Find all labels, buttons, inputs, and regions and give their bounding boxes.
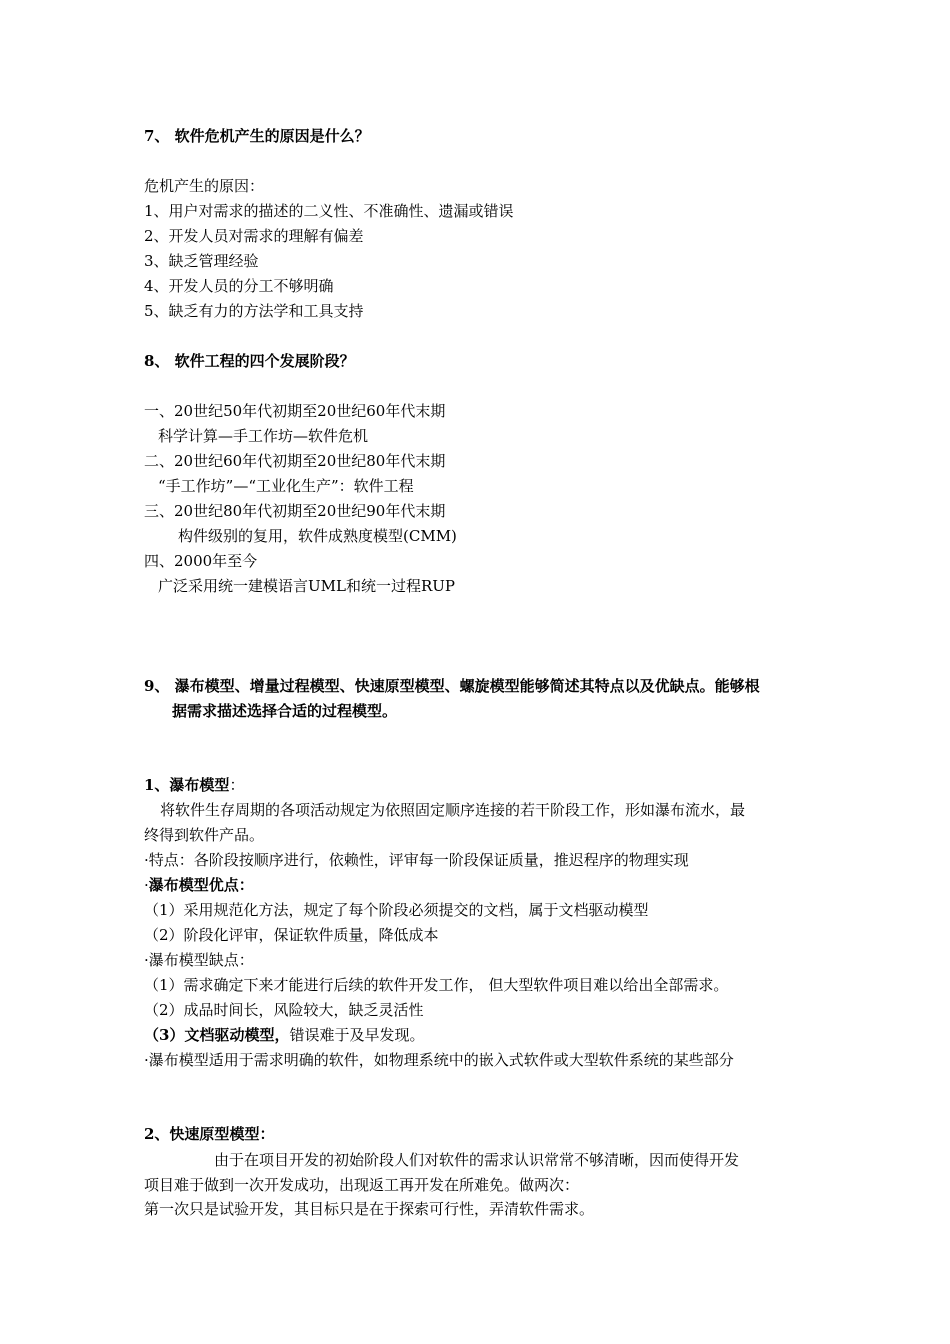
waterfall-title-text: 1、瀑布模型: [144, 776, 230, 794]
q7-item-3: 3、缺乏管理经验: [144, 252, 259, 270]
q8-stage-1-desc: 科学计算—手工作坊—软件危机: [158, 427, 369, 445]
q8-stage-2-period: 二、20世纪60年代初期至20世纪80年代末期: [144, 452, 446, 470]
waterfall-title: [144, 775, 244, 795]
waterfall-features: ·特点：各阶段按顺序进行，依赖性，评审每一阶段保证质量，推迟程序的物理实现: [144, 851, 689, 869]
waterfall-con-3-bold: （3）文档驱动模型，: [144, 1026, 290, 1044]
waterfall-con-3: [144, 1025, 424, 1045]
q8-stage-3-period: 三、20世纪80年代初期至20世纪90年代末期: [144, 502, 446, 520]
prototype-desc-line1: 由于在项目开发的初始阶段人们对软件的需求认识常常不够清晰，因而使得开发: [214, 1151, 740, 1169]
waterfall-pros-title: [144, 875, 254, 895]
q9-heading-line2: 据需求描述选择合适的过程模型。: [172, 702, 398, 720]
q7-heading: 7、 软件危机产生的原因是什么？: [144, 127, 370, 145]
waterfall-cons-title: ·瀑布模型缺点：: [144, 951, 254, 969]
q7-item-2: 2、开发人员对需求的理解有偏差: [144, 227, 364, 245]
waterfall-con-3-rest: 错误难于及早发现。: [289, 1026, 425, 1044]
waterfall-applicable: ·瀑布模型适用于需求明确的软件，如物理系统中的嵌入式软件或大型软件系统的某些部分: [144, 1051, 734, 1069]
q8-stage-4-period: 四、2000年至今: [144, 552, 258, 570]
q8-stage-4-desc: 广泛采用统一建模语言UML和统一过程RUP: [158, 577, 455, 595]
q8-stage-3-desc: 构件级别的复用，软件成熟度模型(CMM): [178, 527, 457, 545]
waterfall-con-2: （2）成品时间长，风险较大，缺乏灵活性: [144, 1001, 424, 1019]
q7-item-1: 1、用户对需求的描述的二义性、不准确性、遗漏或错误: [144, 202, 514, 220]
waterfall-pros-title-text: 瀑布模型优点：: [148, 876, 254, 894]
q7-item-5: 5、缺乏有力的方法学和工具支持: [144, 302, 364, 320]
waterfall-pros-dot: ·: [144, 876, 149, 894]
q7-intro: 危机产生的原因：: [144, 177, 265, 195]
q8-stage-1-period: 一、20世纪50年代初期至20世纪60年代末期: [144, 402, 446, 420]
waterfall-desc-line1: 将软件生存周期的各项活动规定为依照固定顺序连接的若干阶段工作，形如瀑布流水，最: [160, 801, 746, 819]
waterfall-pro-2: （2）阶段化评审，保证软件质量，降低成本: [144, 926, 439, 944]
q8-stage-2-desc: “手工作坊”—“工业化生产”：软件工程: [158, 477, 414, 495]
q9-heading-line1: 9、 瀑布模型、增量过程模型、快速原型模型、螺旋模型能够简述其特点以及优缺点。能够根: [144, 677, 760, 695]
prototype-title: 2、快速原型模型：: [144, 1125, 275, 1143]
waterfall-title-colon: ：: [229, 776, 245, 794]
prototype-desc-line3: 第一次只是试验开发，其目标只是在于探索可行性，弄清软件需求。: [144, 1200, 595, 1218]
waterfall-con-1: （1）需求确定下来才能进行后续的软件开发工作， 但大型软件项目难以给出全部需求。: [144, 976, 729, 994]
prototype-desc-line2: 项目难于做到一次开发成功，出现返工再开发在所难免。做两次：: [144, 1176, 580, 1194]
q7-item-4: 4、开发人员的分工不够明确: [144, 277, 334, 295]
q8-heading: 8、 软件工程的四个发展阶段？: [144, 352, 355, 370]
waterfall-pro-1: （1）采用规范化方法，规定了每个阶段必须提交的文档，属于文档驱动模型: [144, 901, 649, 919]
waterfall-desc-line2: 终得到软件产品。: [144, 826, 265, 844]
